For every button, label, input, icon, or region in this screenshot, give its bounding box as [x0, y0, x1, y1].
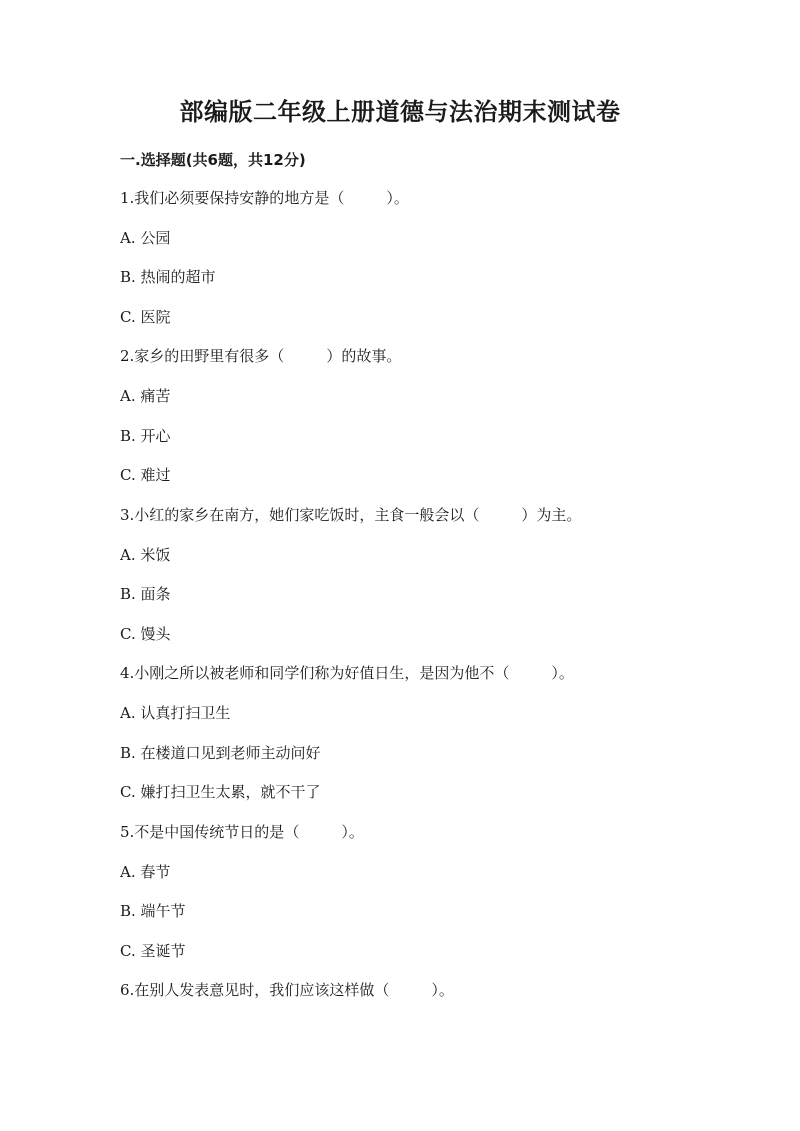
exam-title: 部编版二年级上册道德与法治期末测试卷: [179, 98, 621, 126]
question-stem-text: ）。: [341, 823, 364, 841]
option-2a: A. 痛苦: [120, 387, 171, 405]
question-3-stem: [120, 505, 581, 525]
option-3b: B. 面条: [120, 585, 171, 603]
question-2-stem: [120, 346, 401, 366]
option-2b: B. 开心: [120, 427, 171, 445]
question-stem-text: 1.我们必须要保持安静的地方是（: [120, 189, 345, 207]
question-stem-text: 5.不是中国传统节日的是（: [120, 823, 300, 841]
question-stem-text: ）。: [551, 664, 574, 682]
question-1-stem: [120, 188, 409, 208]
option-4b: B. 在楼道口见到老师主动问好: [120, 744, 321, 762]
question-stem-text: ）的故事。: [326, 347, 402, 365]
section-heading: 一.选择题(共6题，共12分): [120, 151, 306, 169]
question-4-stem: [120, 663, 574, 683]
option-5c: C. 圣诞节: [120, 942, 186, 960]
option-5a: A. 春节: [120, 863, 171, 881]
question-6-stem: [120, 980, 454, 1000]
question-stem-text: ）。: [431, 981, 454, 999]
option-5b: B. 端午节: [120, 902, 186, 920]
option-4c: C. 嫌打扫卫生太累，就不干了: [120, 783, 321, 801]
option-3c: C. 馒头: [120, 625, 171, 643]
question-stem-text: 6.在别人发表意见时，我们应该这样做（: [120, 981, 390, 999]
option-2c: C. 难过: [120, 466, 171, 484]
question-stem-text: ）。: [386, 189, 409, 207]
question-stem-text: 4.小刚之所以被老师和同学们称为好值日生，是因为他不（: [120, 664, 510, 682]
question-stem-text: ）为主。: [521, 506, 582, 524]
option-3a: A. 米饭: [120, 546, 171, 564]
question-stem-text: 3.小红的家乡在南方，她们家吃饭时，主食一般会以（: [120, 506, 480, 524]
option-4a: A. 认真打扫卫生: [120, 704, 231, 722]
question-5-stem: [120, 822, 364, 842]
option-1c: C. 医院: [120, 308, 171, 326]
option-1b: B. 热闹的超市: [120, 268, 216, 286]
option-1a: A. 公园: [120, 229, 171, 247]
question-stem-text: 2.家乡的田野里有很多（: [120, 347, 285, 365]
